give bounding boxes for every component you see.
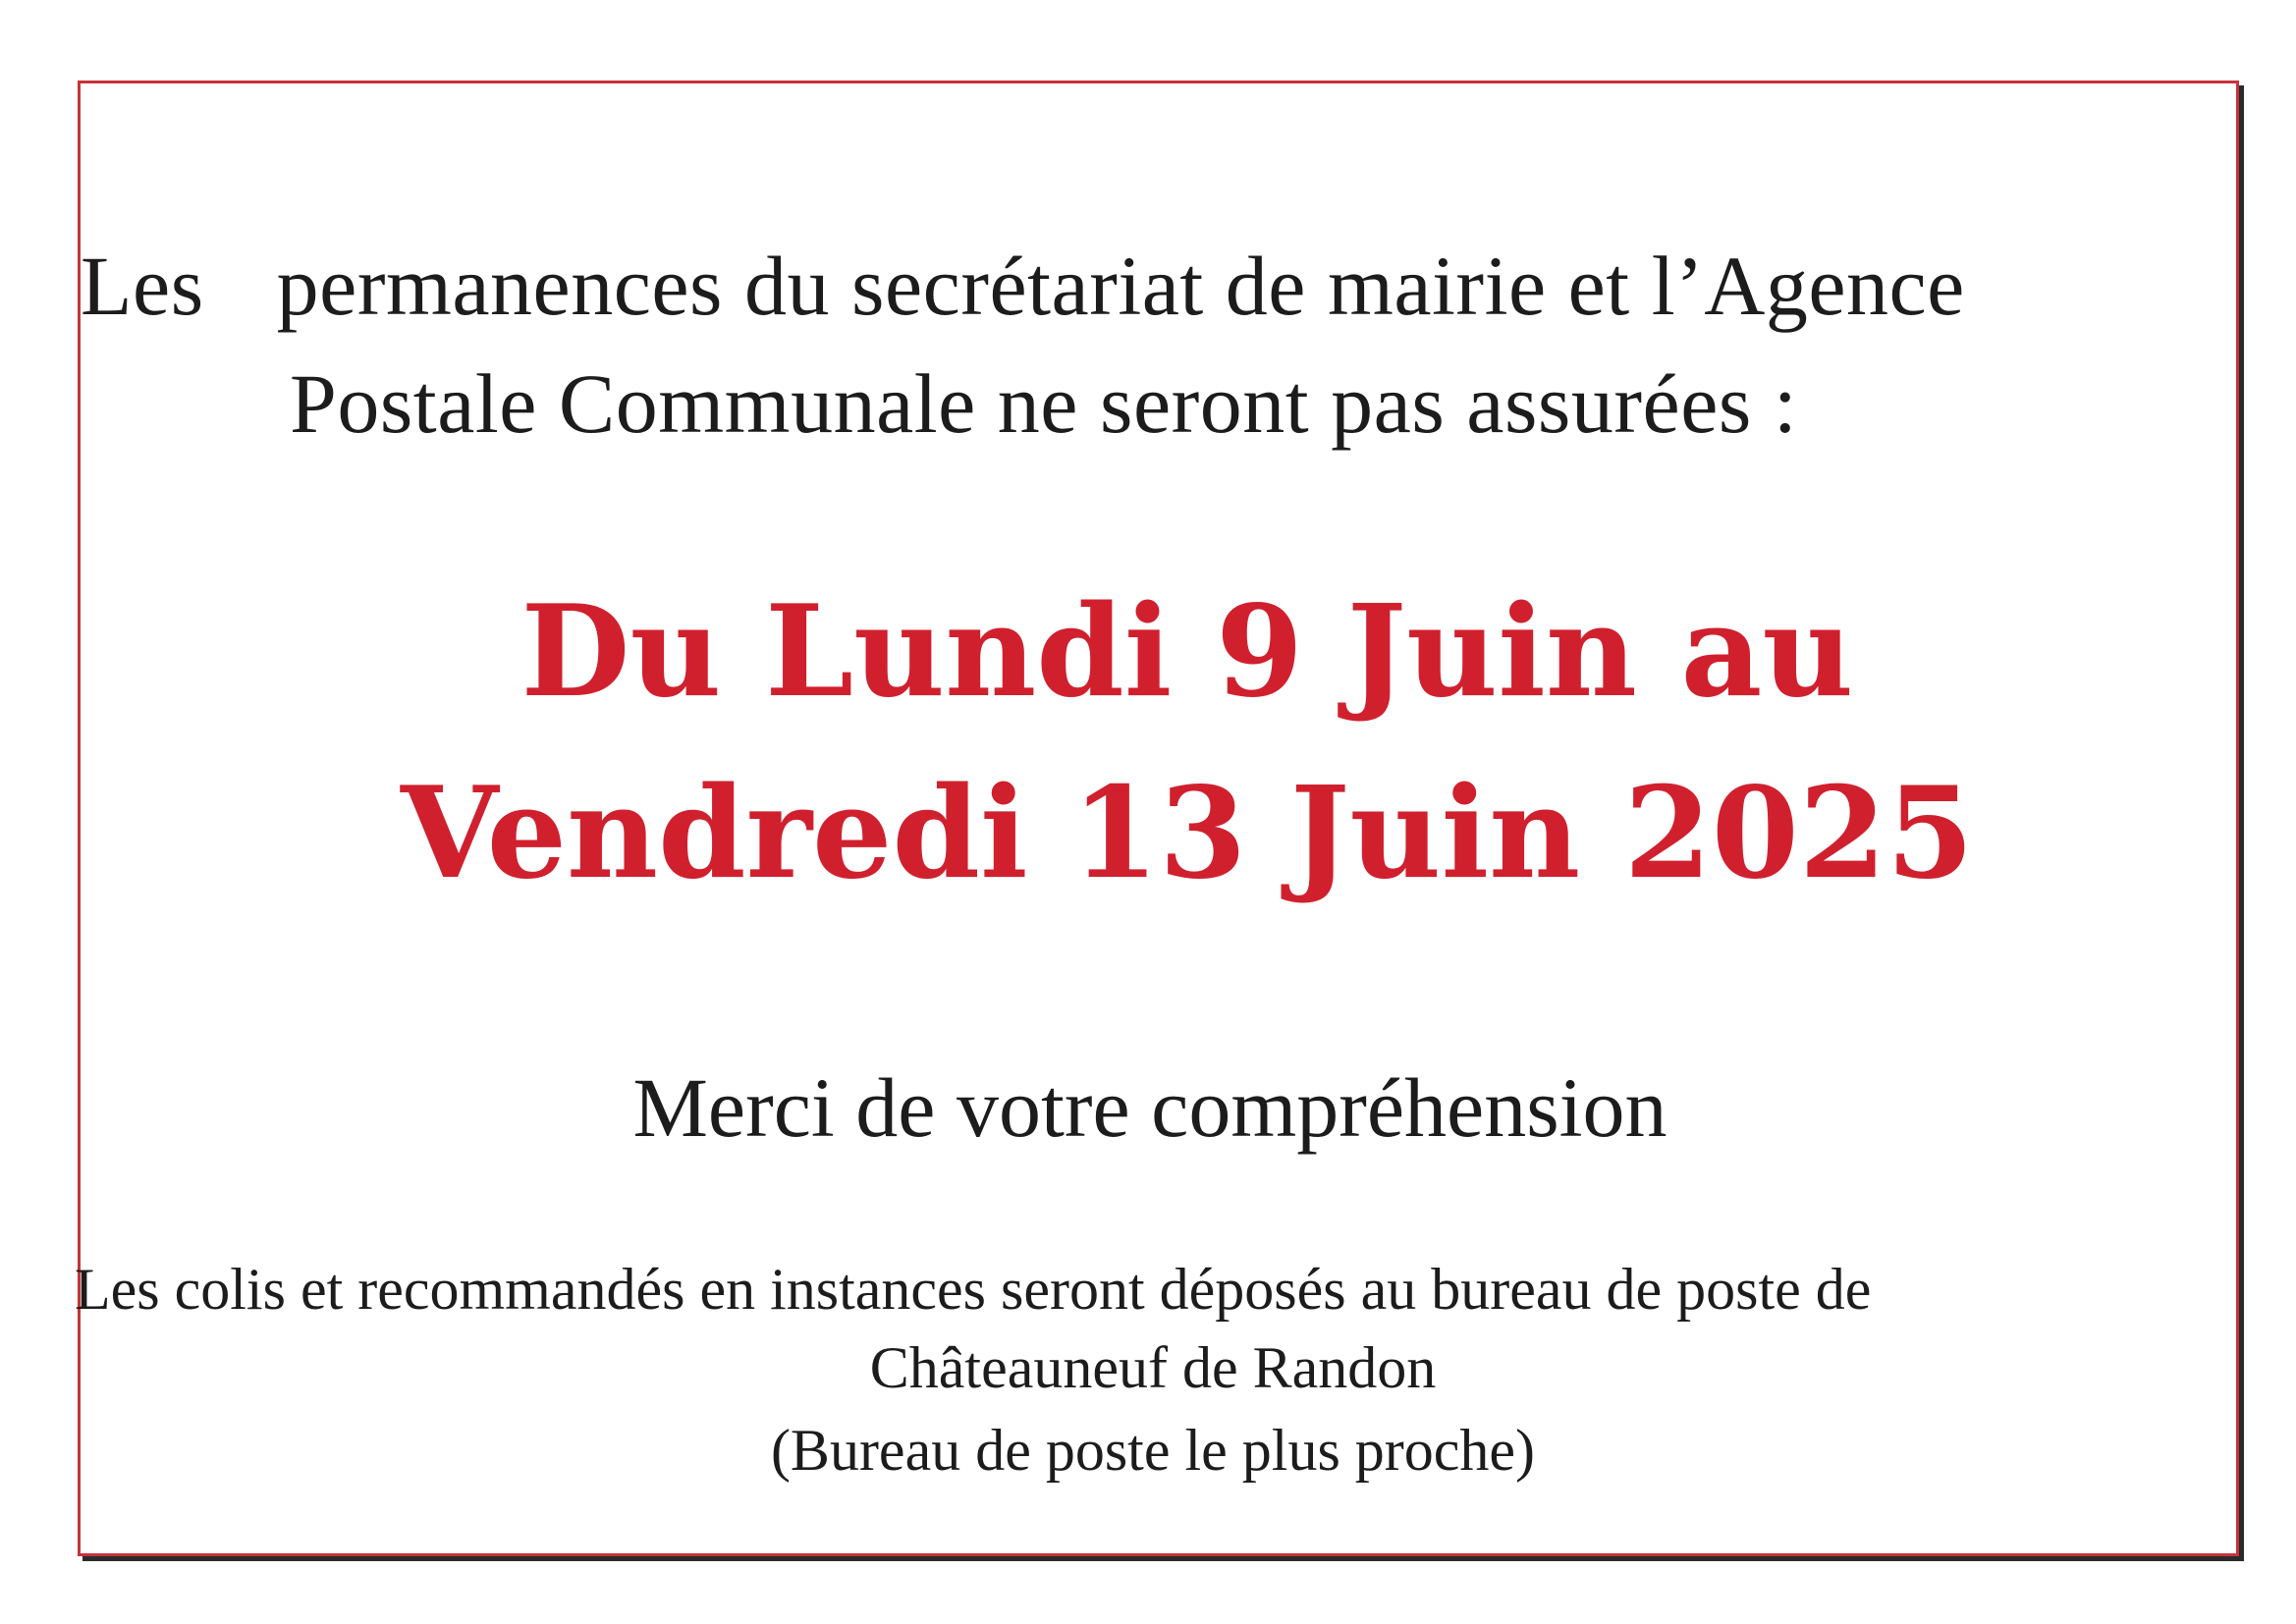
dates-line-1: Du Lundi 9 Juin au <box>520 578 1854 726</box>
intro-line-1-rest: permanences du secrétariat de mairie et l’Agence <box>276 239 1965 333</box>
intro-first-word: Les <box>81 239 204 333</box>
parcels-note-line-2: Châteauneuf de Randon <box>869 1335 1437 1400</box>
thanks-message: Merci de votre compréhension <box>632 1060 1667 1155</box>
dates-line-2: Vendredi 13 Juin 2025 <box>401 760 1974 907</box>
intro-line-1 <box>81 239 1965 333</box>
intro-line-2: Postale Communale ne seront pas assurées : <box>290 356 1798 451</box>
parcels-note-line-1: Les colis et recommandés en instances seront déposés au bureau de poste de <box>75 1257 1872 1322</box>
parcels-note-line-3: (Bureau de poste le plus proche) <box>770 1418 1536 1483</box>
